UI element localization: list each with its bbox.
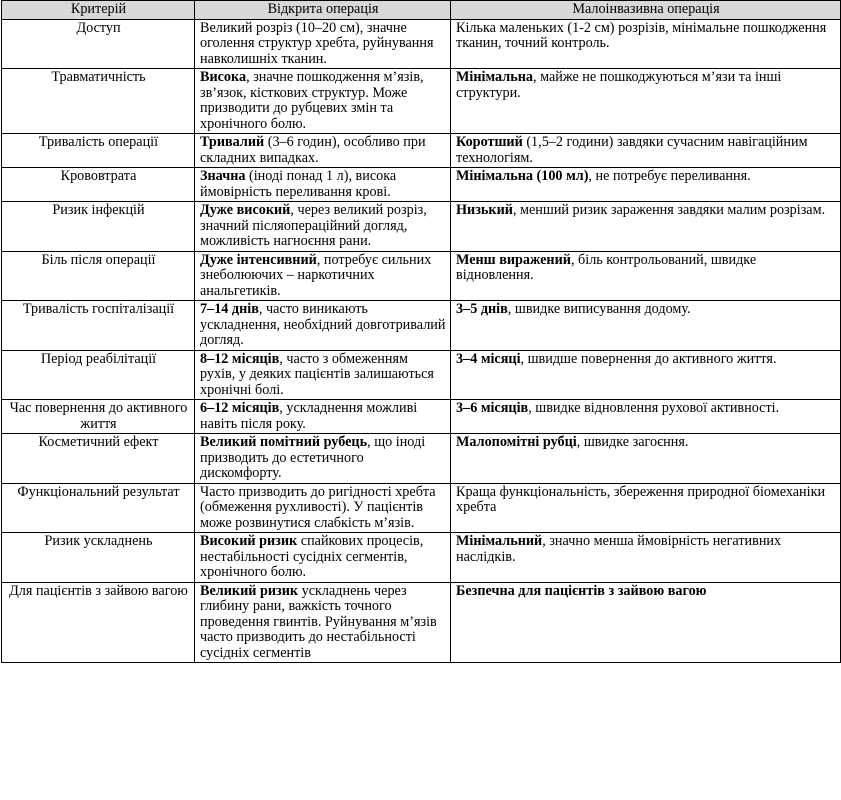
table-row	[2, 400, 841, 434]
header-criterion: Критерій	[2, 1, 195, 20]
table-row	[2, 301, 841, 351]
minimally-invasive-cell	[451, 251, 841, 301]
open-emphasis: Дуже інтенсивний	[200, 251, 317, 268]
open-text: (іноді понад 1 л), висока ймовірність переливання крові.	[200, 168, 397, 200]
criterion-cell: Травматичність	[2, 69, 195, 134]
table-row	[2, 69, 841, 134]
criterion-cell: Тривалість госпіталізації	[2, 301, 195, 351]
mis-text: , швидке загоєння.	[576, 434, 689, 450]
open-surgery-cell	[195, 134, 451, 168]
open-text: Великий розріз (10–20 см), значне оголення структур хребта, руйнування навколишніх тканин.	[200, 19, 434, 67]
criterion-cell: Функціональний результат	[2, 483, 195, 533]
open-emphasis: Значна	[200, 168, 246, 184]
open-emphasis: 6–12 місяців	[200, 400, 280, 416]
open-surgery-cell	[195, 350, 451, 400]
open-emphasis: 7–14 днів	[200, 301, 259, 317]
open-surgery-cell	[195, 483, 451, 533]
table-row	[2, 19, 841, 69]
open-text: спайкових процесів, нестабільності сусідніх сегментів, хронічного болю.	[200, 533, 424, 580]
minimally-invasive-cell	[451, 301, 841, 351]
mis-text: , майже не пошкоджуються м’язи та інші структури.	[456, 69, 782, 101]
header-open-surgery: Відкрита операція	[195, 1, 451, 20]
mis-emphasis: Мінімальна (100 мл)	[456, 168, 589, 184]
mis-emphasis: 3–5 днів	[456, 301, 508, 317]
criterion-cell: Період реабілітації	[2, 350, 195, 400]
criterion-cell: Крововтрата	[2, 168, 195, 202]
mis-emphasis: Низький	[456, 202, 513, 218]
minimally-invasive-cell	[451, 19, 841, 69]
table-row	[2, 350, 841, 400]
open-surgery-cell	[195, 400, 451, 434]
mis-emphasis: Мінімальний	[456, 533, 543, 549]
table-row	[2, 202, 841, 252]
table-row	[2, 251, 841, 301]
header-row	[2, 1, 841, 20]
table-row	[2, 483, 841, 533]
open-text: , через великий розріз, значний післяопераційний догляд, можливість нагноєння рани.	[200, 202, 427, 249]
minimally-invasive-cell	[451, 582, 841, 663]
mis-emphasis: Коротший	[456, 134, 523, 150]
table-row	[2, 134, 841, 168]
mis-text: Краща функціональність, збереження природної біомеханіки хребта	[456, 483, 826, 515]
mis-text: Кілька маленьких (1-2 см) розрізів, мінімальне пошкодження тканин, точний контроль.	[456, 19, 827, 51]
minimally-invasive-cell	[451, 483, 841, 533]
mis-emphasis: 3–4 місяці	[456, 350, 521, 367]
criterion-cell: Тривалість операції	[2, 134, 195, 168]
open-text: , часто виникають ускладнення, необхідний довготривалий догляд.	[200, 301, 446, 348]
open-emphasis: Великий помітний рубець	[200, 434, 368, 450]
open-emphasis: 8–12 місяців	[200, 350, 280, 367]
minimally-invasive-cell	[451, 134, 841, 168]
open-surgery-cell	[195, 434, 451, 484]
mis-text: , швидке відновлення рухової активності.	[528, 400, 780, 416]
open-text: ускладнень через глибину рани, важкість точного проведення гвинтів. Руйнування м’язів часто призводить до нестабільності сусідніх сегментів	[200, 582, 437, 661]
minimally-invasive-cell	[451, 400, 841, 434]
mis-text: , значно менша ймовірність негативних наслідків.	[456, 533, 782, 565]
open-surgery-cell	[195, 69, 451, 134]
criterion-cell: Доступ	[2, 19, 195, 69]
open-emphasis: Тривалий	[200, 134, 265, 150]
mis-emphasis: 3–6 місяців	[456, 400, 529, 416]
criterion-cell: Час повернення до активного життя	[2, 400, 195, 434]
criterion-cell: Біль після операції	[2, 251, 195, 301]
mis-text: (1,5–2 години) завдяки сучасним навігаційним технологіям.	[456, 134, 808, 166]
minimally-invasive-cell	[451, 69, 841, 134]
open-text: Часто призводить до ригідності хребта (обмеження рухливості). У пацієнтів може розвинутися слабкість м’язів.	[200, 483, 436, 531]
criterion-cell: Косметичний ефект	[2, 434, 195, 484]
open-emphasis: Високий ризик	[200, 533, 298, 549]
table-row	[2, 168, 841, 202]
open-text: , потребує сильних знеболюючих – наркотичних анальгетиків.	[200, 251, 432, 299]
open-surgery-cell	[195, 19, 451, 69]
comparison-table	[1, 0, 841, 663]
open-text: , часто з обмеженням рухів, у деяких пацієнтів залишаються хронічні болі.	[200, 350, 434, 398]
table-row	[2, 533, 841, 583]
mis-text: , біль контрольований, швидке відновлення.	[456, 251, 757, 283]
mis-text: , швидке виписування додому.	[507, 301, 691, 317]
table-row	[2, 582, 841, 663]
open-surgery-cell	[195, 202, 451, 252]
open-text: , ускладнення можливі навіть після року.	[200, 400, 418, 432]
open-surgery-cell	[195, 582, 451, 663]
open-text: , що іноді призводить до естетичного дискомфорту.	[200, 434, 426, 481]
open-text: (3–6 годин), особливо при складних випадках.	[200, 134, 426, 166]
mis-emphasis: Мінімальна	[456, 69, 533, 85]
open-text: , значне пошкодження м’язів, зв’язок, кісткових структур. Може призводити до рубцевих змін та хронічного болю.	[200, 69, 424, 132]
minimally-invasive-cell	[451, 350, 841, 400]
header-minimally-invasive-surgery: Малоінвазивна операція	[451, 1, 841, 20]
open-surgery-cell	[195, 251, 451, 301]
minimally-invasive-cell	[451, 434, 841, 484]
table-row	[2, 434, 841, 484]
mis-text: , менший ризик зараження завдяки малим розрізам.	[512, 202, 826, 218]
minimally-invasive-cell	[451, 202, 841, 252]
minimally-invasive-cell	[451, 533, 841, 583]
criterion-cell: Ризик інфекцій	[2, 202, 195, 252]
open-surgery-cell	[195, 168, 451, 202]
mis-text: , не потребує переливання.	[588, 168, 751, 184]
criterion-cell: Ризик ускладнень	[2, 533, 195, 583]
mis-emphasis: Безпечна для пацієнтів з зайвою вагою	[456, 582, 707, 599]
open-emphasis: Великий ризик	[200, 582, 299, 599]
open-surgery-cell	[195, 533, 451, 583]
open-emphasis: Дуже високий	[200, 202, 291, 218]
mis-emphasis: Менш виражений	[456, 251, 571, 268]
mis-text: , швидше повернення до активного життя.	[520, 350, 777, 367]
criterion-cell: Для пацієнтів з зайвою вагою	[2, 582, 195, 663]
open-surgery-cell	[195, 301, 451, 351]
mis-emphasis: Малопомітні рубці	[456, 434, 577, 450]
minimally-invasive-cell	[451, 168, 841, 202]
open-emphasis: Висока	[200, 69, 247, 85]
